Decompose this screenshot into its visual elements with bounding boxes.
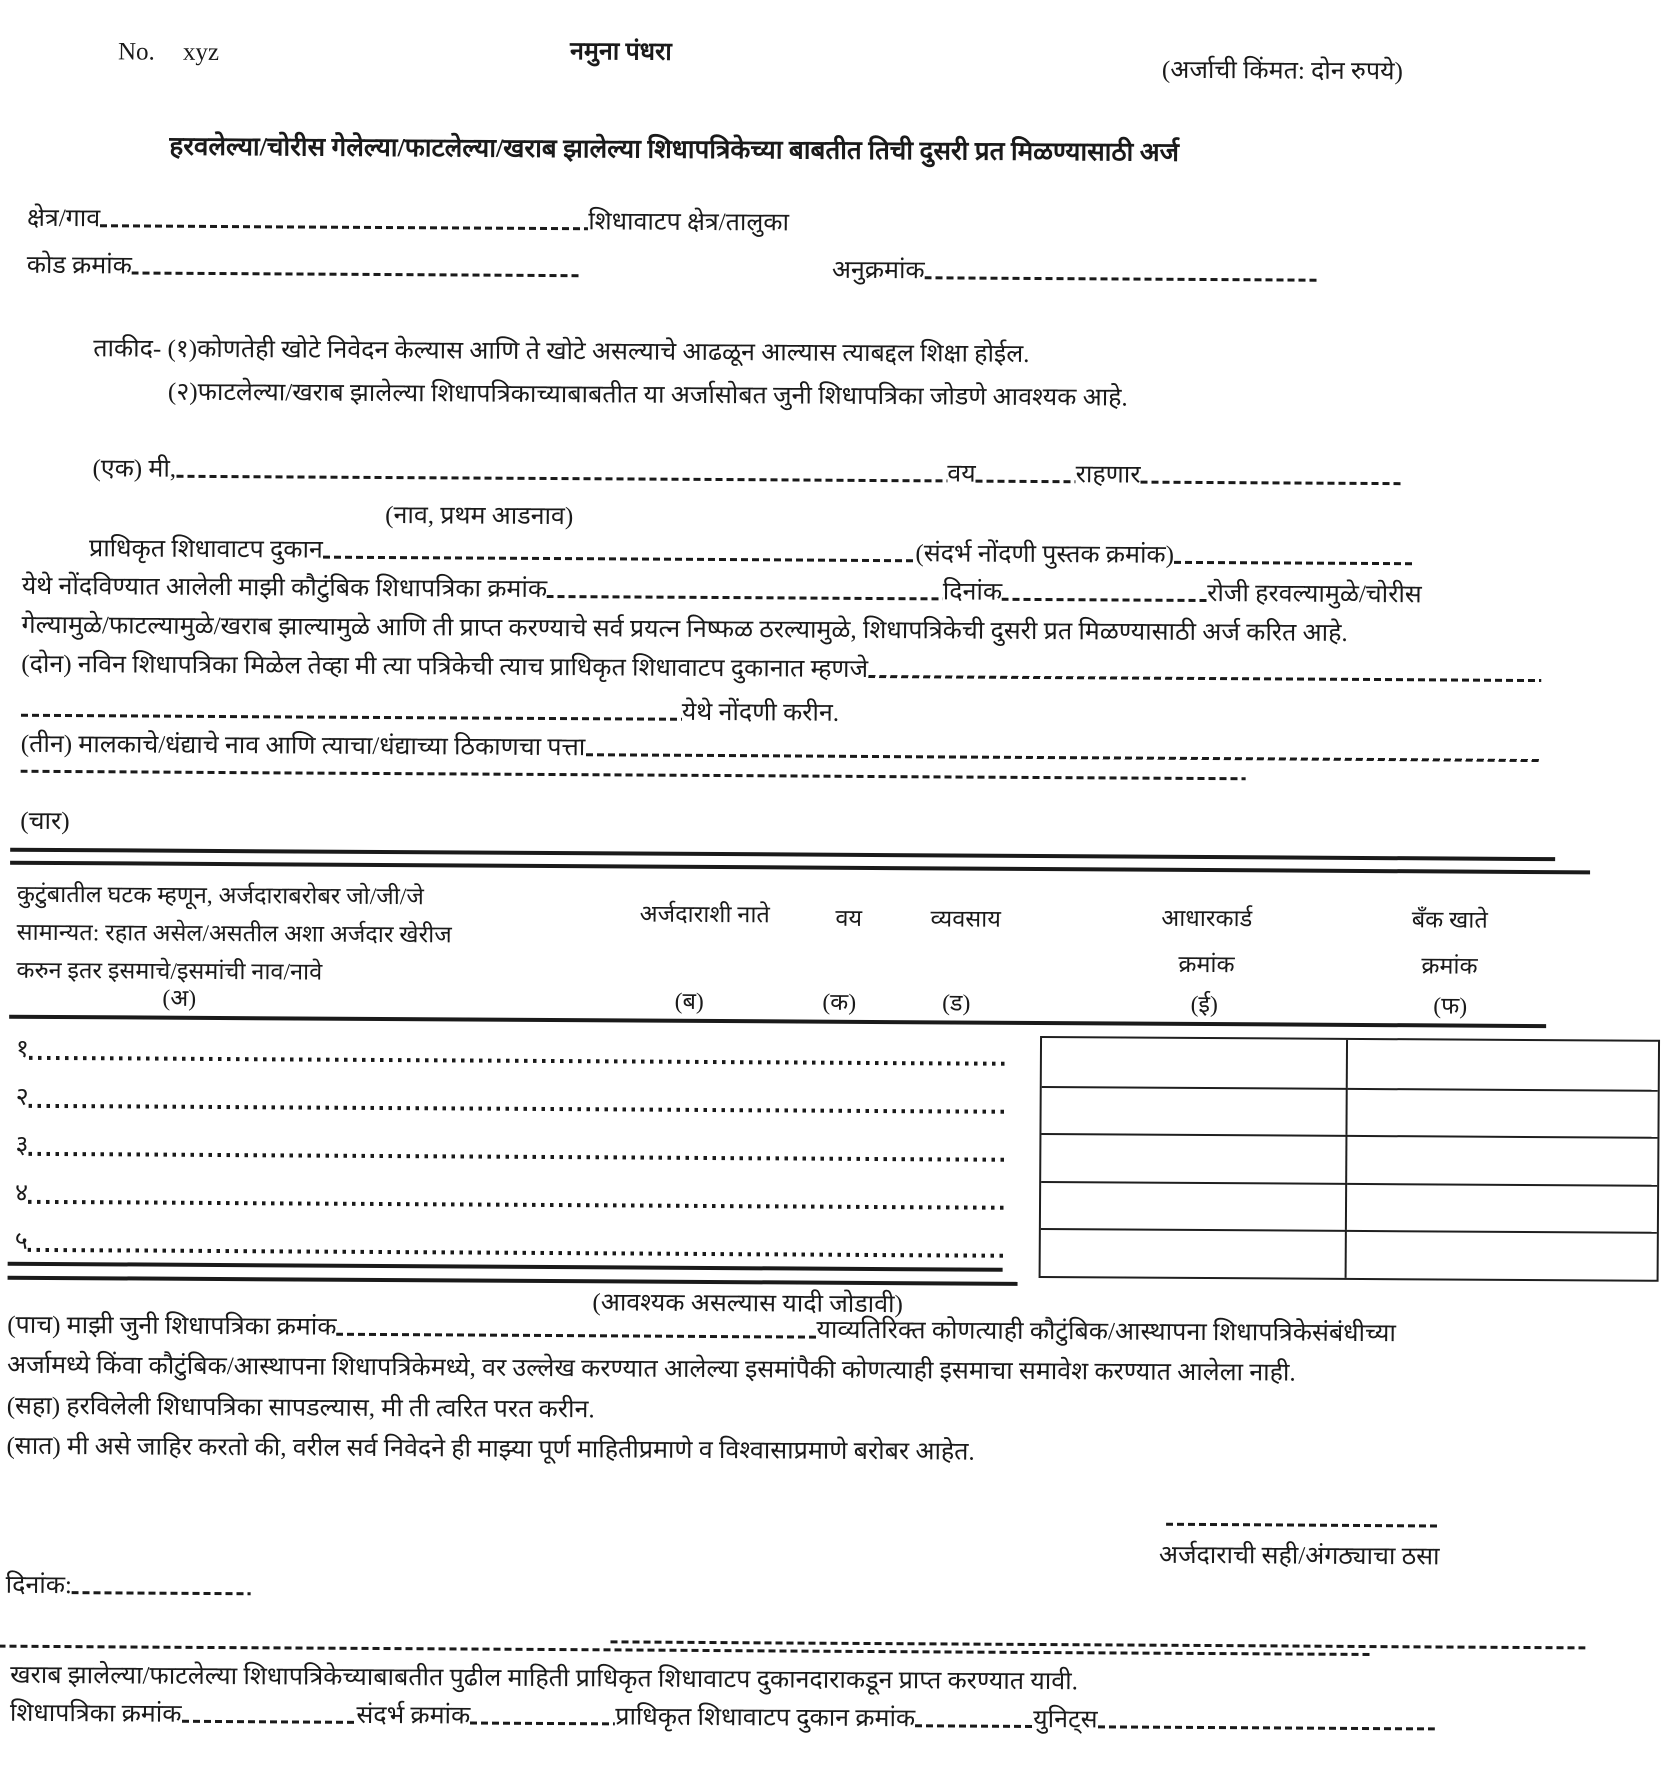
clause-three-line <box>21 729 1541 770</box>
ref-book-blank <box>1174 561 1414 565</box>
col-a-letter: (अ) <box>162 985 197 1012</box>
table-header-underline <box>9 1015 1546 1028</box>
clause-five-line <box>7 1310 1396 1350</box>
office-card-number-label: शिधापत्रिका क्रमांक <box>9 1699 182 1728</box>
clause-five-continuation: अर्जामध्ये किंवा कौटुंबिक/आस्थापना शिधापत्रिकेमध्ये, वर उल्लेख करण्यात आलेल्या इसमांपैकी कोणत्याही इसमाचा समावेश करण्यात आलेला नाही. <box>6 1351 1296 1387</box>
office-shop-number-blank <box>915 1725 1033 1729</box>
area-village-blank <box>100 224 588 230</box>
date-field-label: दिनांक: <box>5 1571 73 1600</box>
serial-number-label: अनुक्रमांक <box>831 256 925 285</box>
table-top-rule-2 <box>10 861 1590 874</box>
member-row-5 <box>15 1226 1007 1263</box>
age-blank <box>976 480 1076 484</box>
col-e-line-1: आधारकार्ड <box>1161 905 1253 933</box>
field-area-village <box>27 203 789 239</box>
clause-five-suffix: याव्यतिरिक्त कोणत्याही कौटुंबिक/आस्थापना शिधापत्रिकेसंबंधीच्या <box>816 1316 1396 1348</box>
aadhaar-bank-grid <box>1039 1036 1660 1282</box>
date-field-blank <box>72 1591 251 1595</box>
office-fields-line <box>10 1698 1435 1738</box>
grid-cell <box>1041 1228 1347 1277</box>
date-blank <box>1002 598 1207 602</box>
grid-cell <box>1041 1086 1347 1135</box>
office-units-blank <box>1097 1726 1434 1731</box>
code-number-blank <box>132 272 582 278</box>
section-separator-2 <box>610 1640 1585 1649</box>
form-number <box>118 36 219 68</box>
member-row-5-blank <box>28 1248 1007 1258</box>
table-col-e-header <box>1106 895 1307 988</box>
grid-cell <box>1347 1087 1657 1136</box>
clause-one-continuation: गेल्यामुळे/फाटल्यामुळे/खराब झाल्यामुळे आणि ती प्राप्त करण्याचे सर्व प्रयत्न निष्फळ ठरल्यामुळे, शिधापत्रिकेची दुसरी प्रत मिळण्यासाठी अर्ज करित आहे. <box>21 611 1348 647</box>
member-row-3 <box>15 1130 1007 1167</box>
serial-number-blank <box>925 277 1319 282</box>
code-number-label: कोड क्रमांक <box>26 251 132 280</box>
form-title: नमुना पंधरा <box>569 38 672 66</box>
grid-cell <box>1041 1133 1347 1182</box>
office-shop-number-label: प्राधिकृत शिधावाटप दुकान क्रमांक <box>615 1703 916 1733</box>
table-col-d-header: व्यवसाय <box>930 906 1002 933</box>
clause-three-text: (तीन) मालकाचे/धंद्याचे नाव आणि त्याचा/धंद्याच्या ठिकाणचा पत्ता <box>20 730 586 762</box>
shop-line <box>89 533 1414 572</box>
member-row-5-number: ५ <box>14 1227 28 1255</box>
warning-line-2: (२)फाटलेल्या/खराब झालेल्या शिधापत्रिकाच्याबाबतीत या अर्जासोबत जुनी शिधापत्रिका जोडणे आवश्यक आहे. <box>167 378 1128 412</box>
date-label: दिनांक <box>942 578 1003 606</box>
col-f-letter: (फ) <box>1433 993 1468 1020</box>
card-number-label: येथे नोंदविण्यात आलेली माझी कौटुंबिक शिधापत्रिका क्रमांक <box>21 572 548 603</box>
member-row-4-number: ४ <box>14 1179 29 1207</box>
office-ref-number-blank <box>470 1722 615 1726</box>
card-number-blank <box>547 595 943 600</box>
clause-two-end-text: येथे नोंदणी करीन. <box>681 698 840 727</box>
age-label: वय <box>947 460 976 488</box>
form-number-label: No. <box>117 38 155 66</box>
col-b-letter: (ब) <box>674 988 704 1015</box>
member-row-1-blank <box>29 1056 1008 1066</box>
attach-list-note: (आवश्यक असल्यास यादी जोडावी) <box>592 1289 903 1319</box>
col-d-letter: (ड) <box>942 990 971 1017</box>
clause-five-prefix: (पाच) माझी जुनी शिधापत्रिका क्रमांक <box>7 1311 337 1341</box>
applicant-name-blank <box>176 475 947 483</box>
clause-four-label: (चार) <box>20 807 70 836</box>
address-blank <box>21 770 1246 780</box>
table-col-c-header: वय <box>835 905 863 932</box>
col-e-letter: (ई) <box>1190 991 1218 1019</box>
shop-name-blank <box>323 556 916 563</box>
office-ref-number-label: संदर्भ क्रमांक <box>356 1701 471 1730</box>
clause-three-blank <box>585 753 1541 762</box>
table-top-rule-1 <box>10 848 1555 861</box>
area-village-label: क्षेत्र/गाव <box>26 204 101 233</box>
col-a-line-1: कुटुंबातील घटक म्हणून, अर्जदाराबरोबर जो/जी/जे <box>16 881 424 911</box>
office-units-label: युनिट्स <box>1033 1705 1098 1734</box>
clause-two-blank-2 <box>21 714 682 721</box>
clause-two-end-line <box>21 693 839 729</box>
date-line <box>6 1570 251 1603</box>
clause-one-line <box>92 453 1402 492</box>
card-number-line <box>22 571 1422 611</box>
warning-line-1: ताकीद- (१)कोणतेही खोटे निवेदन केल्यास आणि ते खोटे असल्याचे आढळून आल्यास त्याबद्दल शिक्षा होईल. <box>93 335 1030 368</box>
address-blank-line <box>21 770 1246 787</box>
field-code-serial <box>27 250 1319 289</box>
clause-six: (सहा) हरविलेली शिधापत्रिका सापडल्यास, मी ती त्वरित परत करीन. <box>6 1392 595 1424</box>
clause-one-prefix: (एक) मी, <box>92 455 177 483</box>
resident-blank <box>1140 481 1402 486</box>
lost-stolen-label: रोजी हरवल्यामुळे/चोरीस <box>1207 580 1422 609</box>
signature-label: अर्जदाराची सही/अंगठ्याचा ठसा <box>1158 1541 1440 1571</box>
authorized-shop-label: प्राधिकृत शिधावाटप दुकान <box>88 535 323 564</box>
rationing-area-label: शिधावाटप क्षेत्र/तालुका <box>588 208 790 237</box>
member-row-2-number: २ <box>15 1083 29 1111</box>
clause-two-text: (दोन) नविन शिधापत्रिका मिळेल तेव्हा मी त्या पत्रिकेची त्याच प्राधिकृत शिधावाटप दुकानात म्हणजे <box>21 650 869 683</box>
member-row-2-blank <box>29 1104 1008 1114</box>
grid-cell <box>1042 1038 1348 1087</box>
member-row-1 <box>16 1034 1008 1071</box>
clause-seven: (सात) मी असे जाहिर करतो की, वरील सर्व निवेदने ही माझ्या पूर्ण माहितीप्रमाणे व विश्वासाप्रमाणे बरोबर आहेत. <box>6 1432 975 1466</box>
page-title: हरवलेल्या/चोरीस गेलेल्या/फाटलेल्या/खराब झालेल्या शिधापत्रिकेच्या बाबतीत तिची दुसरी प्रत मिळण्यासाठी अर्ज <box>169 131 1180 167</box>
clause-two-line <box>21 649 1541 690</box>
member-row-3-number: ३ <box>15 1131 29 1159</box>
clause-two-blank <box>868 675 1541 682</box>
ref-book-label: (संदर्भ नोंदणी पुस्तक क्रमांक) <box>915 540 1175 569</box>
member-row-2 <box>16 1082 1008 1119</box>
grid-cell <box>1041 1181 1347 1230</box>
member-row-1-number: १ <box>15 1035 30 1063</box>
grid-cell <box>1347 1230 1657 1279</box>
col-a-line-3: करुन इतर इसमाचे/इसमांची नाव/नावे <box>16 957 323 986</box>
price-note: (अर्जाची किंमत: दोन रुपये) <box>1161 56 1404 86</box>
col-e-line-2: क्रमांक <box>1178 951 1235 979</box>
name-hint: (नाव, प्रथम आडनाव) <box>385 501 574 531</box>
grid-cell <box>1347 1135 1657 1185</box>
col-f-line-2: क्रमांक <box>1421 953 1478 980</box>
col-f-line-1: बँक खाते <box>1411 907 1488 934</box>
col-c-letter: (क) <box>822 989 857 1016</box>
resident-label: राहणार <box>1075 461 1141 489</box>
office-card-number-blank <box>181 1720 356 1724</box>
grid-cell <box>1348 1040 1658 1089</box>
office-info-line: खराब झालेल्या/फाटलेल्या शिधापत्रिकेच्याबाबतीत पुढील माहिती प्राधिकृत शिधावाटप दुकानदाराकडून प्राप्त करण्यात यावी. <box>10 1661 1078 1696</box>
old-card-number-blank <box>336 1333 816 1339</box>
col-a-line-2: सामान्यत: रहात असेल/असतील अशा अर्जदार खेरीज <box>16 919 452 949</box>
member-row-3-blank <box>28 1152 1007 1162</box>
table-col-a-header <box>16 876 452 993</box>
table-bottom-rule-1 <box>8 1262 1003 1272</box>
signature-blank <box>1166 1523 1438 1528</box>
member-row-4 <box>15 1178 1007 1215</box>
grid-cell <box>1347 1183 1657 1232</box>
member-row-4-blank <box>28 1200 1007 1210</box>
table-bottom-rule-2 <box>8 1276 1018 1286</box>
form-number-value: xyz <box>182 38 220 66</box>
table-col-f-header <box>1349 897 1550 990</box>
table-col-b-header: अर्जदाराशी नाते <box>639 901 770 929</box>
